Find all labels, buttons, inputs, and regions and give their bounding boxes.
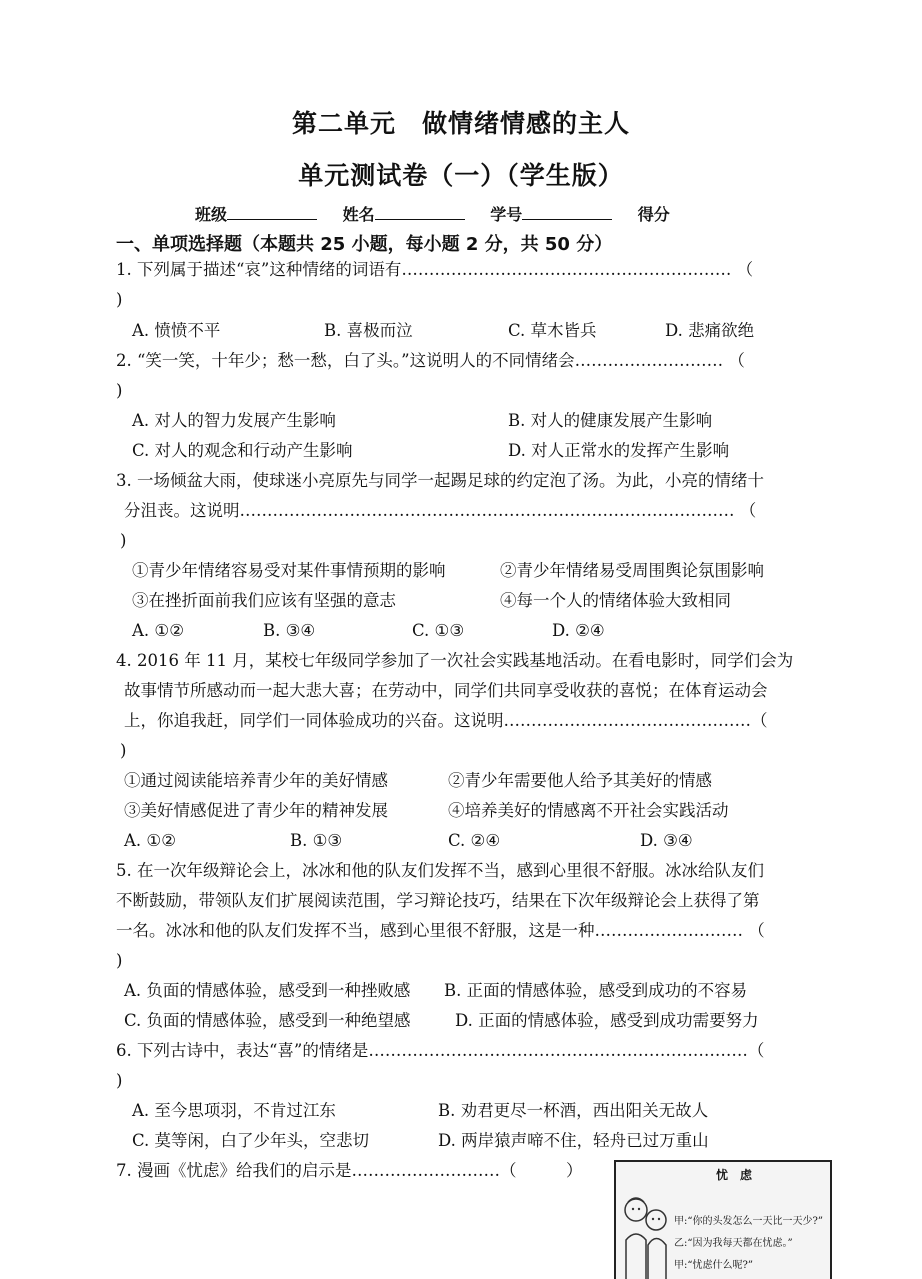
student-info-row: [195, 202, 670, 225]
q1-stem: 1. 下列属于描述“哀”这种情绪的词语有…………………………………………………… （: [116, 260, 754, 279]
cartoon-line-2: 乙:“因为我每天都在忧虑。”: [674, 1238, 793, 1249]
q2-option-c: C. 对人的观念和行动产生影响: [132, 441, 353, 460]
q3-option-d: D. ②④: [552, 621, 605, 640]
name-label: 姓名: [342, 205, 375, 224]
q6-option-a: A. 至今思项羽，不肯过江东: [132, 1101, 336, 1120]
q4-stem-line2: 故事情节所感动而一起大悲大喜；在劳动中，同学们共同享受收获的喜悦；在体育运动会: [124, 681, 768, 700]
cartoon-figures-icon: [618, 1180, 674, 1279]
q5-stem-line2: 不断鼓励，带领队友们扩展阅读范围，学习辩论技巧，结果在下次年级辩论会上获得了第: [116, 891, 760, 910]
q6-close: ): [116, 1071, 123, 1090]
q4-item-3: ③美好情感促进了青少年的精神发展: [124, 801, 388, 820]
q1-option-d: D. 悲痛欲绝: [665, 321, 755, 340]
class-blank[interactable]: [227, 203, 317, 220]
q2-close: ): [116, 381, 123, 400]
name-blank[interactable]: [375, 203, 465, 220]
section-title: 一、单项选择题（本题共 25 小题，每小题 2 分，共 50 分）: [116, 234, 613, 255]
q5-stem-line3: 一名。冰冰和他的队友们发挥不当，感到心里很不舒服，这是一种……………………… （: [116, 921, 765, 940]
q4-stem-line1: 4. 2016 年 11 月，某校七年级同学参加了一次社会实践基地活动。在看电影时，同学们会为: [116, 651, 794, 670]
q5-option-c: C. 负面的情感体验，感受到一种绝望感: [124, 1011, 411, 1030]
cartoon-line-1: 甲:“你的头发怎么一天比一天少?”: [674, 1216, 823, 1227]
cartoon-title: 忧 虑: [716, 1168, 753, 1182]
q4-option-b: B. ①③: [290, 831, 343, 850]
q4-item-4: ④培养美好的情感离不开社会实践活动: [448, 801, 729, 820]
q6-option-d: D. 两岸猿声啼不住，轻舟已过万重山: [438, 1131, 709, 1150]
test-title: 单元测试卷（一）（学生版）: [298, 161, 624, 190]
q7-stem: 7. 漫画《忧虑》给我们的启示是………………………（ ）: [116, 1161, 583, 1180]
q2-stem: 2. “笑一笑，十年少；愁一愁，白了头。”这说明人的不同情绪会……………………… （: [116, 351, 745, 370]
q6-option-b: B. 劝君更尽一杯酒，西出阳关无故人: [438, 1101, 709, 1120]
q4-close: ): [120, 741, 127, 760]
q4-stem-line3: 上，你追我赶，同学们一同体验成功的兴奋。这说明………………………………………（: [124, 711, 768, 730]
q1-option-b: B. 喜极而泣: [324, 321, 413, 340]
unit-title: 第二单元 做情绪情感的主人: [291, 109, 630, 138]
q3-stem-line2: 分沮丧。这说明……………………………………………………………………………… （: [124, 501, 757, 520]
cartoon-worry: [614, 1160, 832, 1279]
q4-option-a: A. ①②: [124, 831, 176, 850]
q1-option-c: C. 草木皆兵: [508, 321, 597, 340]
q3-stem-line1: 3. 一场倾盆大雨，使球迷小亮原先与同学一起踢足球的约定泡了汤。为此，小亮的情绪十: [116, 471, 764, 490]
q5-close: ): [116, 951, 123, 970]
q4-option-d: D. ③④: [640, 831, 693, 850]
q6-stem: 6. 下列古诗中，表达“喜”的情绪是……………………………………………………………（: [116, 1041, 765, 1060]
q3-item-3: ③在挫折面前我们应该有坚强的意志: [132, 591, 396, 610]
score-label: 得分: [637, 205, 670, 224]
q2-option-a: A. 对人的智力发展产生影响: [132, 411, 336, 430]
q5-option-d: D. 正面的情感体验，感受到成功需要努力: [455, 1011, 759, 1030]
q4-item-1: ①通过阅读能培养青少年的美好情感: [124, 771, 388, 790]
q4-option-c: C. ②④: [448, 831, 501, 850]
q3-item-1: ①青少年情绪容易受对某件事情预期的影响: [132, 561, 446, 580]
number-label: 学号: [490, 205, 523, 224]
q1-close: ): [116, 290, 123, 309]
q5-option-a: A. 负面的情感体验，感受到一种挫败感: [124, 981, 411, 1000]
q3-option-a: A. ①②: [132, 621, 184, 640]
cartoon-line-3: 甲:“忧虑什么呢?”: [674, 1260, 753, 1271]
q3-close: ): [120, 531, 127, 550]
q4-item-2: ②青少年需要他人给予其美好的情感: [448, 771, 712, 790]
q1-option-a: A. 愤愤不平: [132, 321, 221, 340]
q3-option-b: B. ③④: [263, 621, 316, 640]
q3-item-2: ②青少年情绪易受周围舆论氛围影响: [500, 561, 764, 580]
q3-item-4: ④每一个人的情绪体验大致相同: [500, 591, 731, 610]
q5-stem-line1: 5. 在一次年级辩论会上，冰冰和他的队友们发挥不当，感到心里很不舒服。冰冰给队友们: [116, 861, 764, 880]
number-blank[interactable]: [522, 203, 612, 220]
class-label: 班级: [195, 205, 228, 224]
q3-option-c: C. ①③: [412, 621, 465, 640]
q2-option-b: B. 对人的健康发展产生影响: [508, 411, 713, 430]
q2-option-d: D. 对人正常水的发挥产生影响: [508, 441, 730, 460]
q5-option-b: B. 正面的情感体验，感受到成功的不容易: [444, 981, 748, 1000]
q6-option-c: C. 莫等闲，白了少年头，空悲切: [132, 1131, 370, 1150]
